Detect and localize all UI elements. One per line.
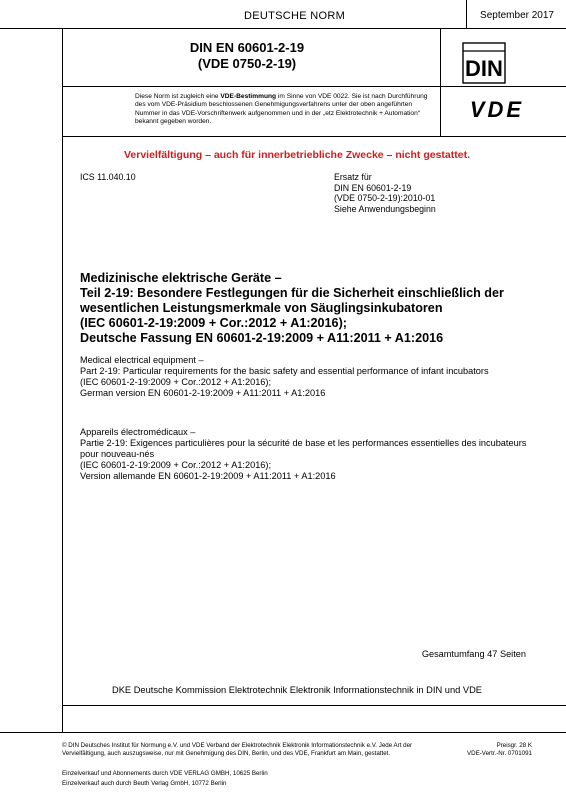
- title-french: [80, 427, 530, 482]
- sales-line: Einzelverkauf und Abonnements durch VDE VERLAG GMBH, 10625 Berlin: [62, 770, 268, 777]
- title-rule: [62, 86, 566, 87]
- replacement-line: Ersatz für: [334, 172, 372, 182]
- dke-rule: [62, 705, 566, 706]
- din-logo-text: DIN: [465, 56, 503, 81]
- title-german: [80, 271, 530, 346]
- title-fr-line: Appareils électromédicaux –: [80, 427, 196, 437]
- reproduction-warning: Vervielfältigung – auch für innerbetriebliche Zwecke – nicht gestattet.: [123, 149, 470, 161]
- title-fr-line: (IEC 60601-2-19:2009 + Cor.:2012 + A1:2016);: [80, 460, 272, 470]
- header-rule: [0, 28, 566, 29]
- title-fr-line: Partie 2-19: Exigences particulières pour la sécurité de base et les performances essentielles des incubateurs pour nouveau-nés: [80, 438, 527, 459]
- price-info: [467, 742, 532, 757]
- title-english: [80, 355, 530, 399]
- dke-committee: DKE Deutsche Kommission Elektrotechnik Elektronik Informationstechnik in DIN und VDE: [112, 685, 482, 695]
- standard-number-block: [62, 40, 432, 72]
- norm-type-label: DEUTSCHE NORM: [244, 10, 346, 22]
- title-en-line: Medical electrical equipment –: [80, 355, 204, 365]
- vde-note-bold: VDE-Bestimmung: [220, 93, 277, 100]
- title-de-line: Medizinische elektrische Geräte –: [80, 271, 282, 285]
- vde-number: (VDE 0750-2-19): [197, 56, 297, 71]
- vde-note-text-1: Diese Norm ist zugleich eine: [135, 93, 221, 100]
- price-group: Preisgr. 28 K: [496, 742, 532, 749]
- title-fr-line: Version allemande EN 60601-2-19:2009 + A11:2011 + A1:2016: [80, 471, 336, 481]
- header-divider: [466, 0, 467, 28]
- title-en-line: Part 2-19: Particular requirements for the basic safety and essential performance of infant incubators: [80, 366, 489, 376]
- page-header: [0, 0, 466, 28]
- total-pages: Gesamtumfang 47 Seiten: [421, 649, 526, 659]
- replacement-line: DIN EN 60601-2-19: [334, 182, 412, 193]
- footer-rule: [0, 732, 566, 733]
- title-en-line: German version EN 60601-2-19:2009 + A11:2011 + A1:2016: [80, 388, 326, 398]
- title-de-line: Teil 2-19: Besondere Festlegungen für die Sicherheit einschließlich der wesentlichen Leistungsmerkmale von Säuglingsinkubatoren: [80, 286, 504, 315]
- vde-note-text-2: im Sinne von VDE 0022. Sie ist nach Durchführung des vom VDE-Präsidium beschlossenen Genehmigungsverfahrens unter der oben angeführten Nummer in das VDE-Vorschriftenwerk aufgenommen und in der „etz Elektrotechnik + Automation“ bekannt gegeben worden.: [135, 93, 428, 125]
- replacement-info: [334, 172, 436, 214]
- vde-note: [135, 93, 435, 126]
- title-en-line: (IEC 60601-2-19:2009 + Cor.:2012 + A1:2016);: [80, 377, 272, 387]
- title-de-line: (IEC 60601-2-19:2009 + Cor.:2012 + A1:2016);: [80, 316, 347, 330]
- title-divider: [440, 28, 441, 136]
- replacement-line: Siehe Anwendungsbeginn: [334, 203, 436, 214]
- sales-line: Einzelverkauf auch durch Beuth Verlag GmbH, 10772 Berlin: [62, 780, 227, 787]
- publication-date: September 2017: [480, 10, 554, 21]
- standard-number: DIN EN 60601-2-19: [189, 40, 305, 55]
- ics-code: ICS 11.040.10: [80, 172, 136, 182]
- sales-info: [62, 769, 268, 789]
- note-rule: [62, 136, 566, 137]
- frame-left: [62, 28, 63, 732]
- vde-logo-text: VDE: [469, 98, 525, 120]
- replacement-line: (VDE 0750-2-19):2010-01: [334, 193, 436, 203]
- din-logo: [462, 42, 506, 84]
- vde-contract-number: VDE-Vertr.-Nr. 0701091: [467, 749, 532, 757]
- vde-logo: [460, 98, 534, 120]
- title-de-line: Deutsche Fassung EN 60601-2-19:2009 + A11:2011 + A1:2016: [80, 331, 444, 345]
- copyright-notice: © DIN Deutsches Institut für Normung e.V. und VDE Verband der Elektrotechnik Elektronik Informationstechnik e.V. Jede Art der Vervielfältigung, auch auszugsweise, nur mit Genehmigung des DIN, Berlin, und des VDE, Frankfurt am Main, gestattet.: [62, 742, 413, 757]
